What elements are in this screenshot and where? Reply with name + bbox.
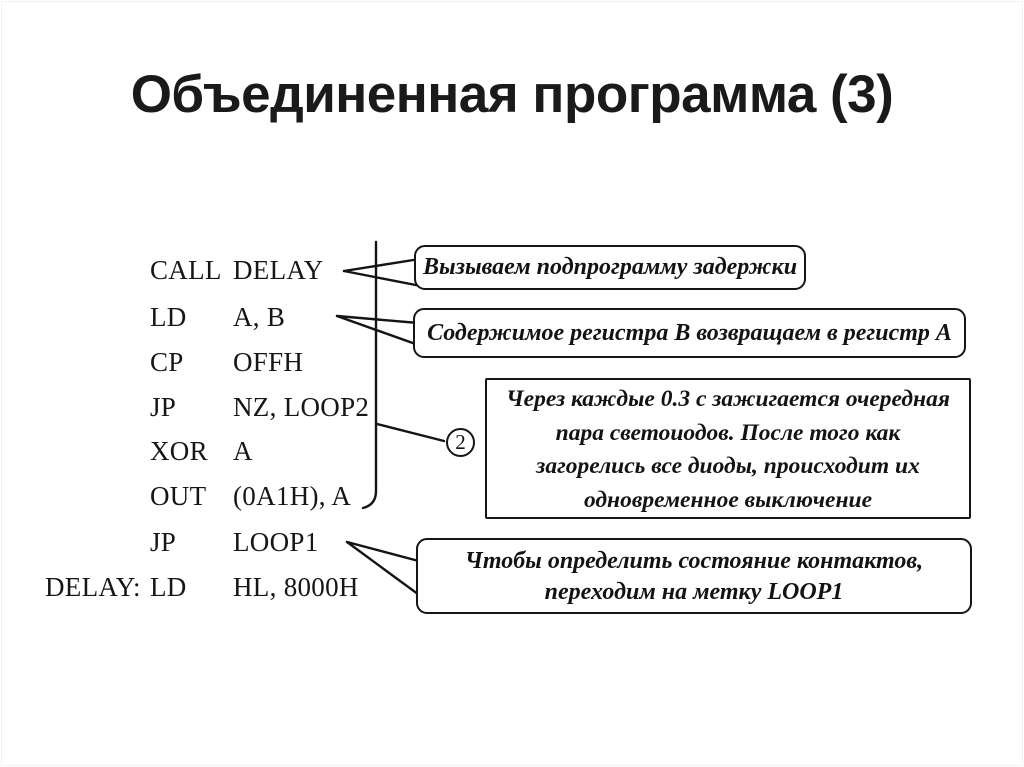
callout-loop1-jump	[416, 538, 972, 614]
code-mnemonic: XOR	[150, 436, 208, 466]
callout4-tail-bottom	[347, 542, 426, 600]
callout-delay-subroutine	[414, 245, 806, 290]
callout-text: Вызываем подпрограмму задержки	[422, 254, 798, 280]
bracket-to-circle-line	[377, 424, 444, 441]
code-mnemonic: CALL	[150, 255, 222, 285]
code-mnemonic: JP	[150, 527, 177, 557]
code-mnemonic: LD	[150, 572, 187, 602]
explanation-line: одновременное выключение	[583, 486, 873, 513]
explanation-box-leds	[485, 378, 971, 519]
callout-register-b	[413, 308, 966, 358]
callout-text-line: Чтобы определить состояние контактов,	[464, 548, 924, 574]
explanation-line: загорелись все диоды, происходит их	[536, 453, 920, 479]
code-mnemonic: JP	[150, 392, 177, 422]
explanation-line: пара светоиодов. После того как	[555, 419, 901, 446]
circled-step-number-label: 2	[455, 430, 466, 454]
code-operand: HL, 8000H	[233, 572, 359, 602]
code-operand: A	[233, 436, 253, 466]
explanation-line: Через каждые 0.3 с зажигается очередная	[506, 386, 950, 412]
code-group-bracket	[363, 242, 376, 508]
code-operand: OFFH	[233, 347, 304, 377]
code-mnemonic: OUT	[150, 481, 207, 511]
code-label: DELAY:	[45, 572, 141, 602]
code-operand: DELAY	[233, 255, 324, 285]
code-operand: A, B	[233, 302, 286, 332]
code-operand: NZ, LOOP2	[233, 392, 370, 422]
code-mnemonic: CP	[150, 347, 184, 377]
callout-text: Содержимое регистра B возвращаем в регистр A	[427, 320, 952, 346]
code-operand: LOOP1	[233, 527, 319, 557]
code-operand: (0A1H), A	[233, 481, 352, 511]
code-mnemonic: LD	[150, 302, 187, 332]
callout-text-line: переходим на метку LOOP1	[544, 579, 844, 605]
circled-step-number	[446, 428, 475, 457]
slide-title: Объединенная программа (3)	[130, 65, 894, 124]
